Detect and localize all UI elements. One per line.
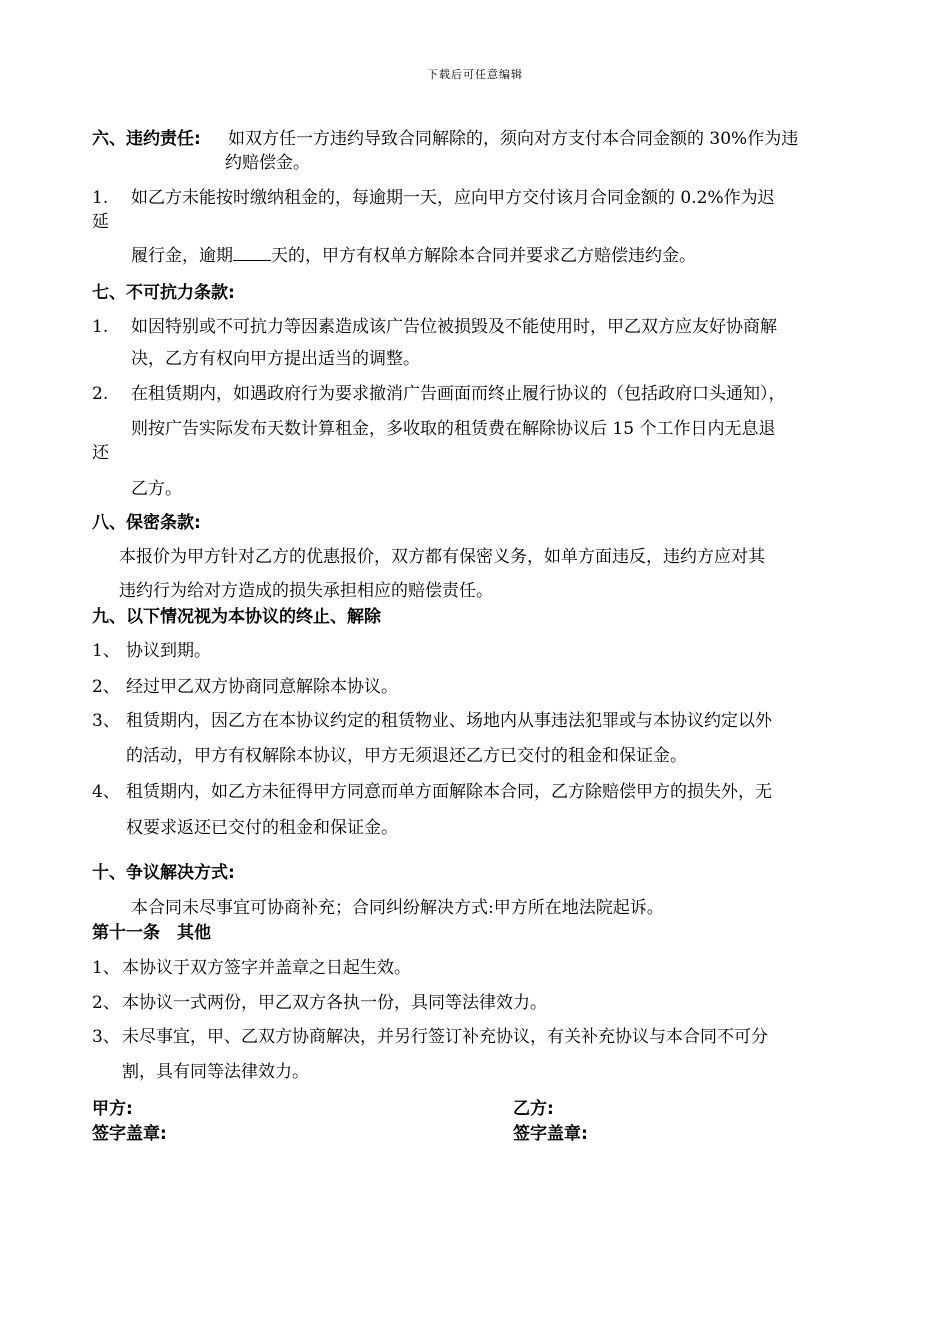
section-11-item-3-number: 3、 (92, 1027, 120, 1047)
section-7-item-2-number: 2. (92, 384, 109, 404)
section-11-item-2-line1: 本协议一式两份，甲乙双方各执一份，具同等法律效力。 (122, 993, 547, 1013)
section-9-item-1-line1: 协议到期。 (126, 641, 211, 661)
section-8-title: 八、保密条款: (92, 513, 201, 533)
section-11-item-1-number: 1、 (92, 958, 120, 978)
fill-in-blank (233, 246, 271, 261)
section-9-item-2-number: 2、 (92, 677, 120, 697)
section-6-item-1-line3-part2: 天的，甲方有权单方解除本合同并要求乙方赔偿违约金。 (271, 246, 696, 266)
section-11-item-3-line1: 未尽事宜，甲、乙双方协商解决，并另行签订补充协议，有关补充协议与本合同不可分 (122, 1027, 768, 1047)
party-b-label: 乙方: (513, 1099, 554, 1119)
section-6-item-1-line3-part1: 履行金，逾期 (131, 246, 233, 266)
page-header: 下载后可任意编辑 (427, 68, 523, 81)
party-b-seal-label: 签字盖章: (513, 1124, 588, 1144)
section-7-item-2-line4: 乙方。 (131, 479, 182, 499)
section-8-text-line2: 违约行为给对方造成的损失承担相应的赔偿责任。 (119, 581, 493, 601)
section-9-item-4-line1: 租赁期内，如乙方未征得甲方同意而单方面解除本合同，乙方除赔偿甲方的损失外，无 (126, 782, 772, 802)
section-9-title: 九、以下情况视为本协议的终止、解除 (92, 607, 381, 627)
section-10-title: 十、争议解决方式: (92, 863, 235, 883)
section-11-item-3-line2: 割，具有同等法律效力。 (122, 1062, 309, 1082)
section-9-item-2-line1: 经过甲乙双方协商同意解除本协议。 (126, 677, 398, 697)
section-6-text-line1: 如双方任一方违约导致合同解除的，须向对方支付本合同金额的 30%作为违 (228, 129, 799, 149)
section-7-item-2-line1: 在租赁期内，如遇政府行为要求撤消广告画面而终止履行协议的（包括政府口头通知）， (131, 384, 786, 404)
section-11-title: 第十一条 其他 (92, 923, 211, 943)
section-6-title: 六、违约责任: (92, 129, 201, 149)
section-6-item-1-line2: 延 (92, 212, 109, 232)
section-7-item-1-line2: 决，乙方有权向甲方提出适当的调整。 (131, 349, 420, 369)
section-6-item-1-line1: 如乙方未能按时缴纳租金的，每逾期一天，应向甲方交付该月合同金额的 0.2%作为迟 (131, 188, 775, 208)
section-6-text-line2: 约赔偿金。 (225, 153, 310, 173)
section-6-item-1-line3 (131, 246, 696, 266)
section-11-item-1-line1: 本协议于双方签字并盖章之日起生效。 (122, 958, 411, 978)
section-9-item-3-line1: 租赁期内，因乙方在本协议约定的租赁物业、场地内从事违法犯罪或与本协议约定以外 (126, 711, 772, 731)
section-7-title: 七、不可抗力条款: (92, 283, 235, 303)
section-7-item-1-number: 1. (92, 317, 109, 337)
party-a-seal-label: 签字盖章: (92, 1124, 167, 1144)
section-7-item-1-line1: 如因特别或不可抗力等因素造成该广告位被损毁及不能使用时，甲乙双方应友好协商解 (131, 317, 777, 337)
party-a-label: 甲方: (92, 1099, 133, 1119)
section-9-item-3-number: 3、 (92, 711, 120, 731)
section-8-text-line1: 本报价为甲方针对乙方的优惠报价，双方都有保密义务，如单方面违反，违约方应对其 (119, 547, 765, 567)
section-9-item-3-line2: 的活动，甲方有权解除本协议，甲方无须退还乙方已交付的租金和保证金。 (126, 746, 687, 766)
section-11-item-2-number: 2、 (92, 993, 120, 1013)
section-9-item-1-number: 1、 (92, 641, 120, 661)
section-10-text-line1: 本合同未尽事宜可协商补充；合同纠纷解决方式:甲方所在地法院起诉。 (131, 898, 664, 918)
section-6-item-1-number: 1. (92, 188, 109, 208)
section-7-item-2-line2: 则按广告实际发布天数计算租金，多收取的租赁费在解除协议后 15 个工作日内无息退 (131, 419, 776, 439)
section-9-item-4-line2: 权要求返还已交付的租金和保证金。 (126, 818, 398, 838)
section-9-item-4-number: 4、 (92, 782, 120, 802)
section-7-item-2-line3: 还 (92, 443, 109, 463)
